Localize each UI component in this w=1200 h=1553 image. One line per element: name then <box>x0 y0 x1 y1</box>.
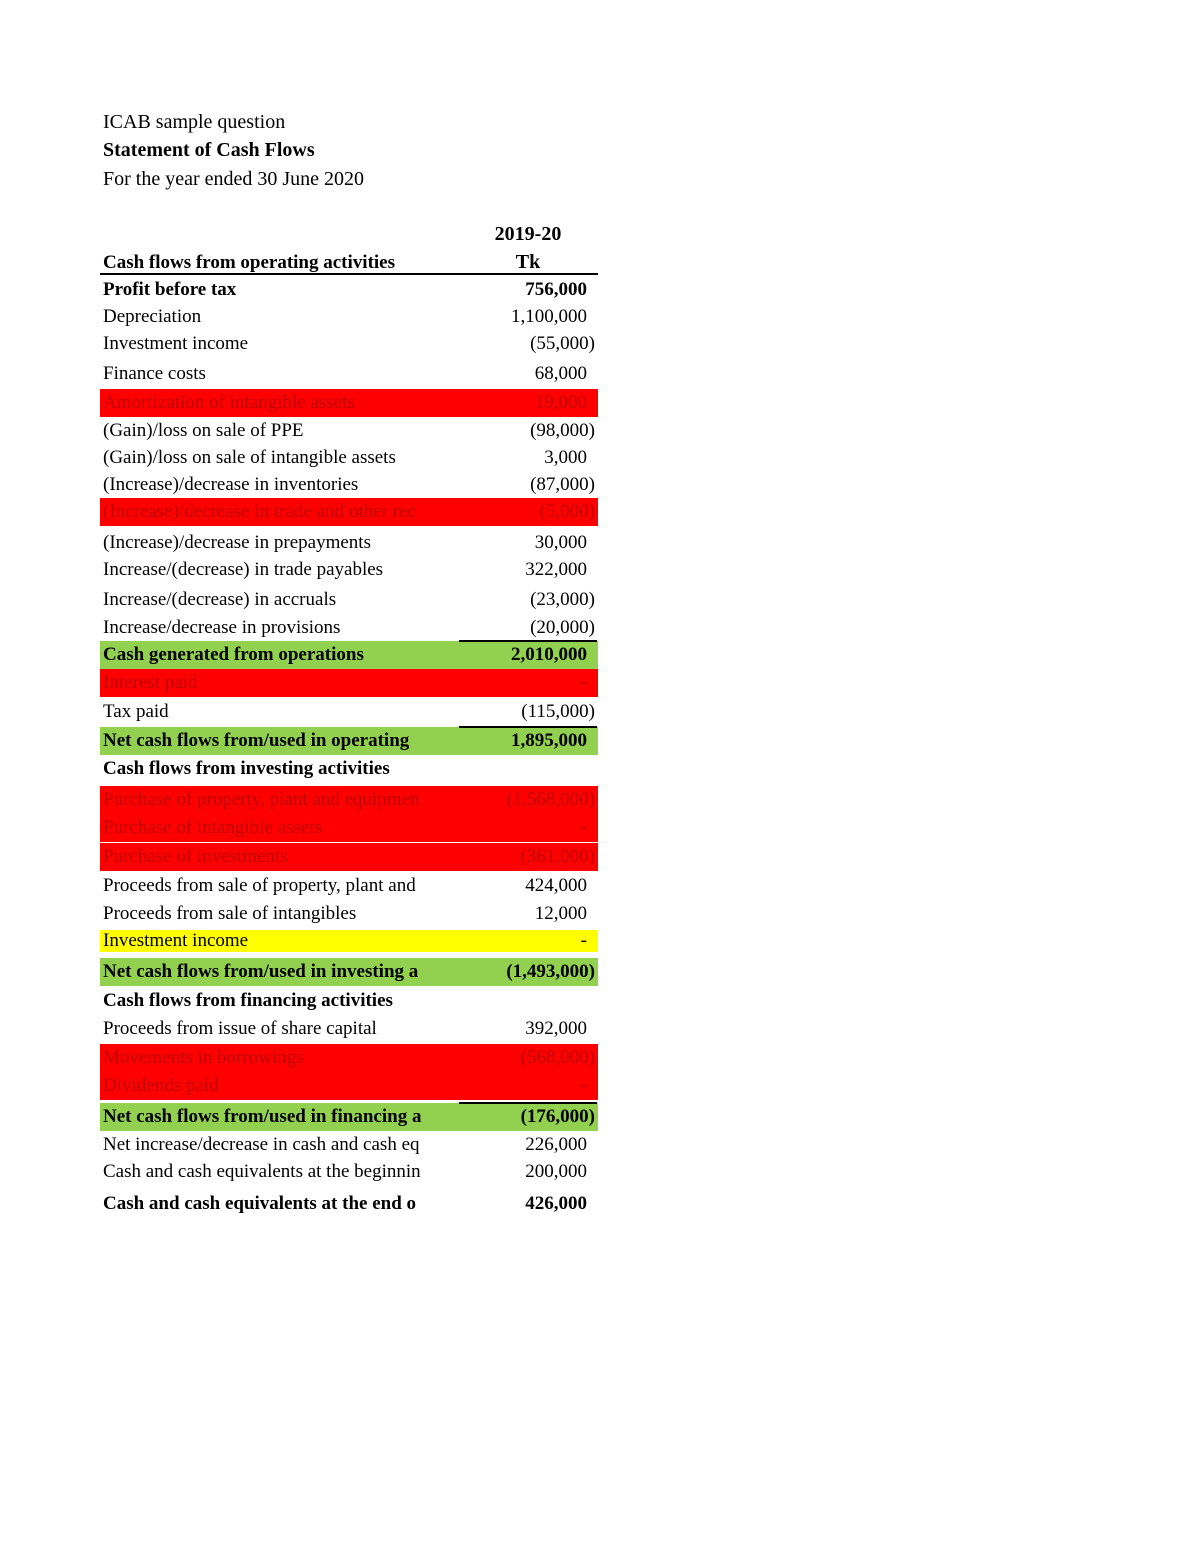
table-row <box>100 786 598 814</box>
table-row <box>100 614 598 642</box>
row-label: Net cash flows from/used in financing a <box>103 1106 422 1127</box>
table-row <box>100 586 598 614</box>
table-row <box>100 417 598 445</box>
table-row <box>100 1158 598 1186</box>
table-row <box>100 498 598 526</box>
row-label: Amortization of intangible assets <box>103 392 355 413</box>
row-value: 12,000 <box>534 903 587 924</box>
row-label: Investment income <box>100 930 460 952</box>
row-label: Purchase of investments <box>103 846 288 867</box>
table-row <box>100 669 598 697</box>
row-label: Proceeds from sale of intangibles <box>103 903 357 924</box>
table-row <box>100 987 598 1015</box>
table-row <box>100 727 598 755</box>
statement-title: Statement of Cash Flows <box>103 139 315 161</box>
table-row <box>100 755 598 783</box>
subtotal-line-operating <box>459 726 597 728</box>
row-label: Net cash flows from/used in investing a <box>103 961 419 982</box>
table-row <box>100 276 598 304</box>
table-row <box>100 1131 598 1159</box>
table-row <box>100 1072 598 1100</box>
row-value: 226,000 <box>525 1134 587 1155</box>
section-operating-title: Cash flows from operating activities <box>103 252 396 273</box>
table-row <box>100 330 598 358</box>
row-label: Depreciation <box>103 306 202 327</box>
table-row <box>100 900 598 928</box>
row-value: 1,100,000 <box>511 306 587 327</box>
table-row <box>100 1103 598 1131</box>
table-row <box>100 360 598 388</box>
table-row <box>100 529 598 557</box>
table-row <box>100 389 598 417</box>
table-row <box>100 556 598 584</box>
row-value: (1,568,000) <box>506 789 595 810</box>
table-row <box>100 471 598 499</box>
table-row <box>100 872 598 900</box>
row-value: (5,000) <box>539 501 595 522</box>
row-value: (55,000) <box>530 333 595 354</box>
row-value: (361,000) <box>520 846 595 867</box>
table-row <box>100 1015 598 1043</box>
row-value: - <box>580 1075 587 1096</box>
row-value: 392,000 <box>525 1018 587 1039</box>
row-label: (Increase)/decrease in trade and other rec <box>103 501 416 522</box>
row-value: 68,000 <box>534 363 587 384</box>
row-label: Net cash flows from/used in operating <box>103 730 410 751</box>
table-row <box>100 958 598 986</box>
row-label: (Gain)/loss on sale of PPE <box>103 420 304 441</box>
row-label: Dividends paid <box>103 1075 219 1096</box>
column-year: 2019-20 <box>494 223 562 245</box>
row-value: 200,000 <box>525 1161 587 1182</box>
row-value: (98,000) <box>530 420 595 441</box>
document-subtitle: ICAB sample question <box>103 111 286 133</box>
row-label: Proceeds from sale of property, plant and <box>103 875 416 896</box>
header-underline <box>100 273 598 275</box>
row-value: (115,000) <box>521 701 595 722</box>
row-label: (Increase)/decrease in prepayments <box>103 532 371 553</box>
row-label: Proceeds from issue of share capital <box>103 1018 377 1039</box>
row-value: 3,000 <box>544 447 587 468</box>
row-value: (23,000) <box>530 589 595 610</box>
row-value: (568,000) <box>520 1047 595 1068</box>
row-value: (1,493,000) <box>506 961 595 982</box>
row-label: Increase/(decrease) in trade payables <box>103 559 384 580</box>
row-value: 756,000 <box>525 279 587 300</box>
row-label: (Gain)/loss on sale of intangible assets <box>103 447 396 468</box>
row-label: Interest paid <box>103 672 198 693</box>
row-value: (87,000) <box>530 474 595 495</box>
row-label: Cash and cash equivalents at the end o <box>103 1193 417 1214</box>
row-value: 322,000 <box>525 559 587 580</box>
table-row <box>100 1044 598 1072</box>
row-value: 30,000 <box>534 532 587 553</box>
row-label: Cash flows from investing activities <box>103 758 390 779</box>
row-label: Tax paid <box>103 701 169 722</box>
table-row <box>100 303 598 331</box>
row-value: (20,000) <box>530 617 595 638</box>
row-label: Purchase of intangible assets <box>103 817 322 838</box>
table-row <box>100 814 598 842</box>
table-row <box>100 444 598 472</box>
table-row <box>100 1190 598 1218</box>
row-label: Movements in borrowings <box>103 1047 304 1068</box>
row-label: (Increase)/decrease in inventories <box>103 474 359 495</box>
row-label: Cash and cash equivalents at the beginnin <box>103 1161 421 1182</box>
table-row <box>100 698 598 726</box>
row-label: Cash flows from financing activities <box>103 990 393 1011</box>
subtotal-line-operations <box>459 640 597 642</box>
row-value: 424,000 <box>525 875 587 896</box>
row-value: 426,000 <box>525 1193 587 1214</box>
row-label: Finance costs <box>103 363 206 384</box>
table-row <box>100 927 598 955</box>
row-value: - <box>580 672 587 693</box>
row-value: - <box>580 817 587 838</box>
column-unit: Tk <box>515 251 541 273</box>
row-value: (176,000) <box>520 1106 595 1127</box>
table-row <box>100 641 598 669</box>
row-value: - <box>460 930 598 952</box>
row-label: Investment income <box>103 333 249 354</box>
period-label: For the year ended 30 June 2020 <box>103 168 365 190</box>
table-row <box>100 843 598 871</box>
row-value: 1,895,000 <box>511 730 587 751</box>
row-label: Increase/(decrease) in accruals <box>103 589 337 610</box>
row-value: 19,000 <box>534 392 587 413</box>
row-label: Purchase of property, plant and equipmen <box>103 789 420 810</box>
subtotal-line-financing <box>459 1102 597 1104</box>
row-label: Net increase/decrease in cash and cash eq <box>103 1134 420 1155</box>
row-value: 2,010,000 <box>511 644 587 665</box>
row-label: Profit before tax <box>103 279 237 300</box>
row-label: Increase/decrease in provisions <box>103 617 341 638</box>
row-label: Cash generated from operations <box>103 644 364 665</box>
